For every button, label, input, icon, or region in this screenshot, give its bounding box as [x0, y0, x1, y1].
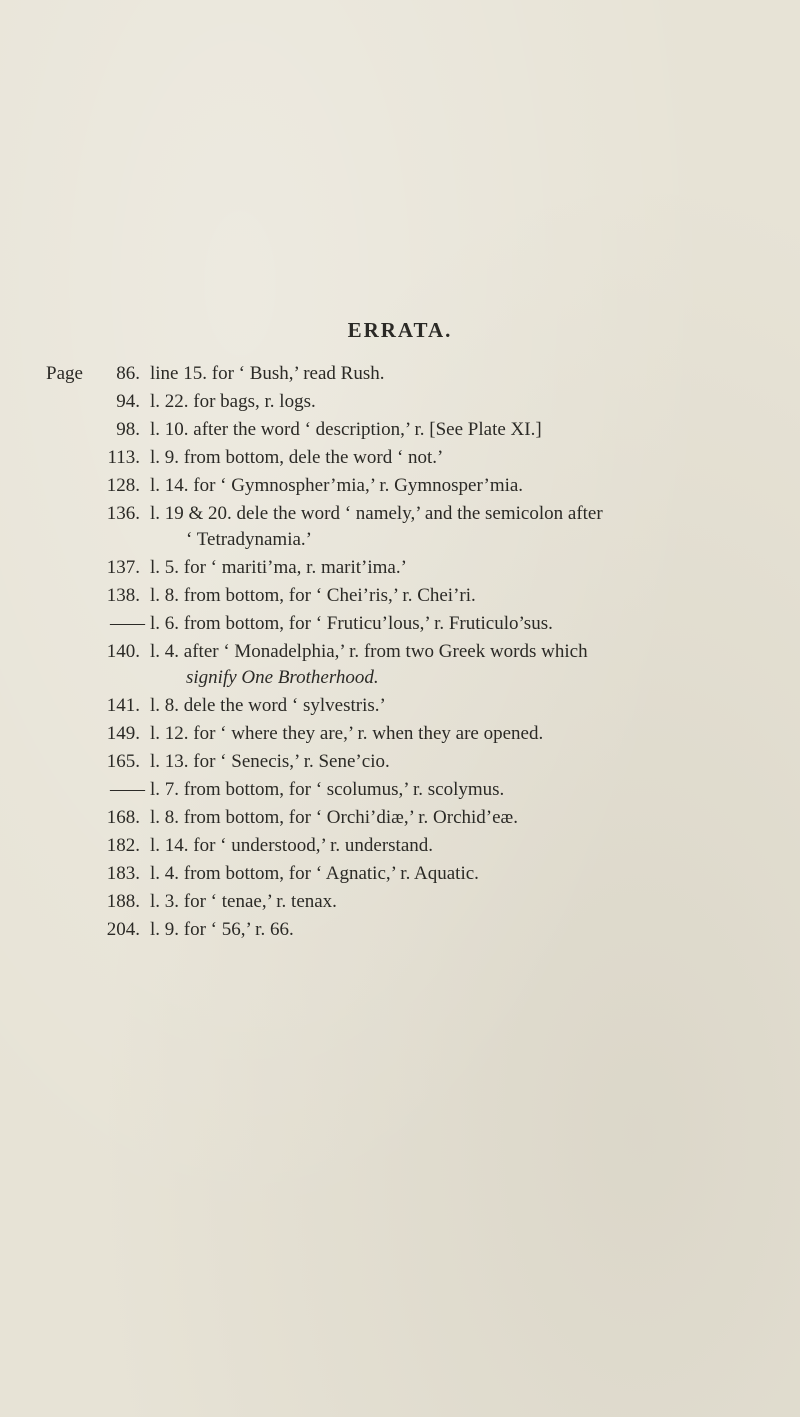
errata-entry [0, 918, 800, 942]
entry-page-number: 140. [106, 641, 140, 662]
entry-page-number: 141. [106, 695, 140, 716]
entry-text: l. 22. for bags, r. logs. [150, 391, 316, 412]
entry-page-number: 183. [106, 863, 140, 884]
entry-page-number: 113. [107, 447, 140, 468]
entry-page-number: 98. [116, 419, 140, 440]
entry-text: l. 8. from bottom, for ‘ Orchi’diæ,’ r. Orchid’eæ. [150, 807, 518, 828]
errata-entry [0, 640, 800, 664]
entry-text: line 15. for ‘ Bush,’ read Rush. [150, 363, 385, 384]
entry-text: l. 4. from bottom, for ‘ Agnatic,’ r. Aquatic. [150, 863, 479, 884]
entry-text: l. 19 & 20. dele the word ‘ namely,’ and the semicolon after [150, 503, 603, 524]
errata-entry [0, 446, 800, 470]
errata-entry [0, 390, 800, 414]
entry-text: l. 9. from bottom, dele the word ‘ not.’ [150, 447, 444, 468]
entry-text: signify One Brotherhood. [186, 667, 379, 688]
entry-text: l. 14. for ‘ understood,’ r. understand. [150, 835, 434, 856]
entry-page-number: 128. [106, 475, 140, 496]
entry-text: l. 7. from bottom, for ‘ scolumus,’ r. scolymus. [150, 779, 505, 800]
ditto-dash: —— [110, 613, 142, 634]
errata-entry [0, 612, 800, 636]
entry-page-number: 182. [106, 835, 140, 856]
errata-entry [0, 750, 800, 774]
errata-entry [0, 806, 800, 830]
entry-text: l. 13. for ‘ Senecis,’ r. Sene’cio. [150, 751, 390, 772]
entry-page-number: 204. [106, 919, 140, 940]
errata-entry [0, 862, 800, 886]
entry-text: ‘ Tetradynamia.’ [186, 529, 312, 550]
errata-entry [0, 834, 800, 858]
entry-page-number: 165. [106, 751, 140, 772]
entry-text: l. 6. from bottom, for ‘ Fruticu’lous,’ r. Fruticulo’sus. [150, 613, 553, 634]
entry-text: l. 8. from bottom, for ‘ Chei’ris,’ r. Chei’ri. [150, 585, 476, 606]
errata-entry [0, 418, 800, 442]
entry-page-number: 137. [106, 557, 140, 578]
errata-entry-continuation [0, 666, 800, 690]
entry-page-number: 188. [106, 891, 140, 912]
errata-entry-continuation [0, 528, 800, 552]
entry-text: l. 14. for ‘ Gymnospher’mia,’ r. Gymnosper’mia. [150, 475, 524, 496]
errata-entry [0, 502, 800, 526]
entry-page-number: 86. [116, 363, 140, 384]
entry-page-number: 94. [116, 391, 140, 412]
errata-entry [0, 474, 800, 498]
errata-entry [0, 556, 800, 580]
entry-page-number: 138. [106, 585, 140, 606]
errata-entry [0, 778, 800, 802]
entry-page-number: 149. [106, 723, 140, 744]
errata-entry [0, 694, 800, 718]
errata-entry [0, 722, 800, 746]
entry-text: l. 12. for ‘ where they are,’ r. when they are opened. [150, 723, 544, 744]
ditto-dash: —— [110, 779, 142, 800]
page-title: ERRATA. [347, 318, 453, 342]
entry-text: l. 9. for ‘ 56,’ r. 66. [150, 919, 294, 940]
entry-text: l. 3. for ‘ tenae,’ r. tenax. [150, 891, 337, 912]
entry-page-number: 136. [106, 503, 140, 524]
errata-entry [0, 362, 800, 386]
entry-text: l. 4. after ‘ Monadelphia,’ r. from two Greek words which [150, 641, 588, 662]
entry-text: l. 8. dele the word ‘ sylvestris.’ [150, 695, 386, 716]
page-prefix: Page [46, 363, 83, 384]
entry-text: l. 10. after the word ‘ description,’ r. [See Plate XI.] [150, 419, 542, 440]
entry-page-number: 168. [106, 807, 140, 828]
errata-entry [0, 890, 800, 914]
entry-text: l. 5. for ‘ mariti’ma, r. marit’ima.’ [150, 557, 407, 578]
errata-entry [0, 584, 800, 608]
